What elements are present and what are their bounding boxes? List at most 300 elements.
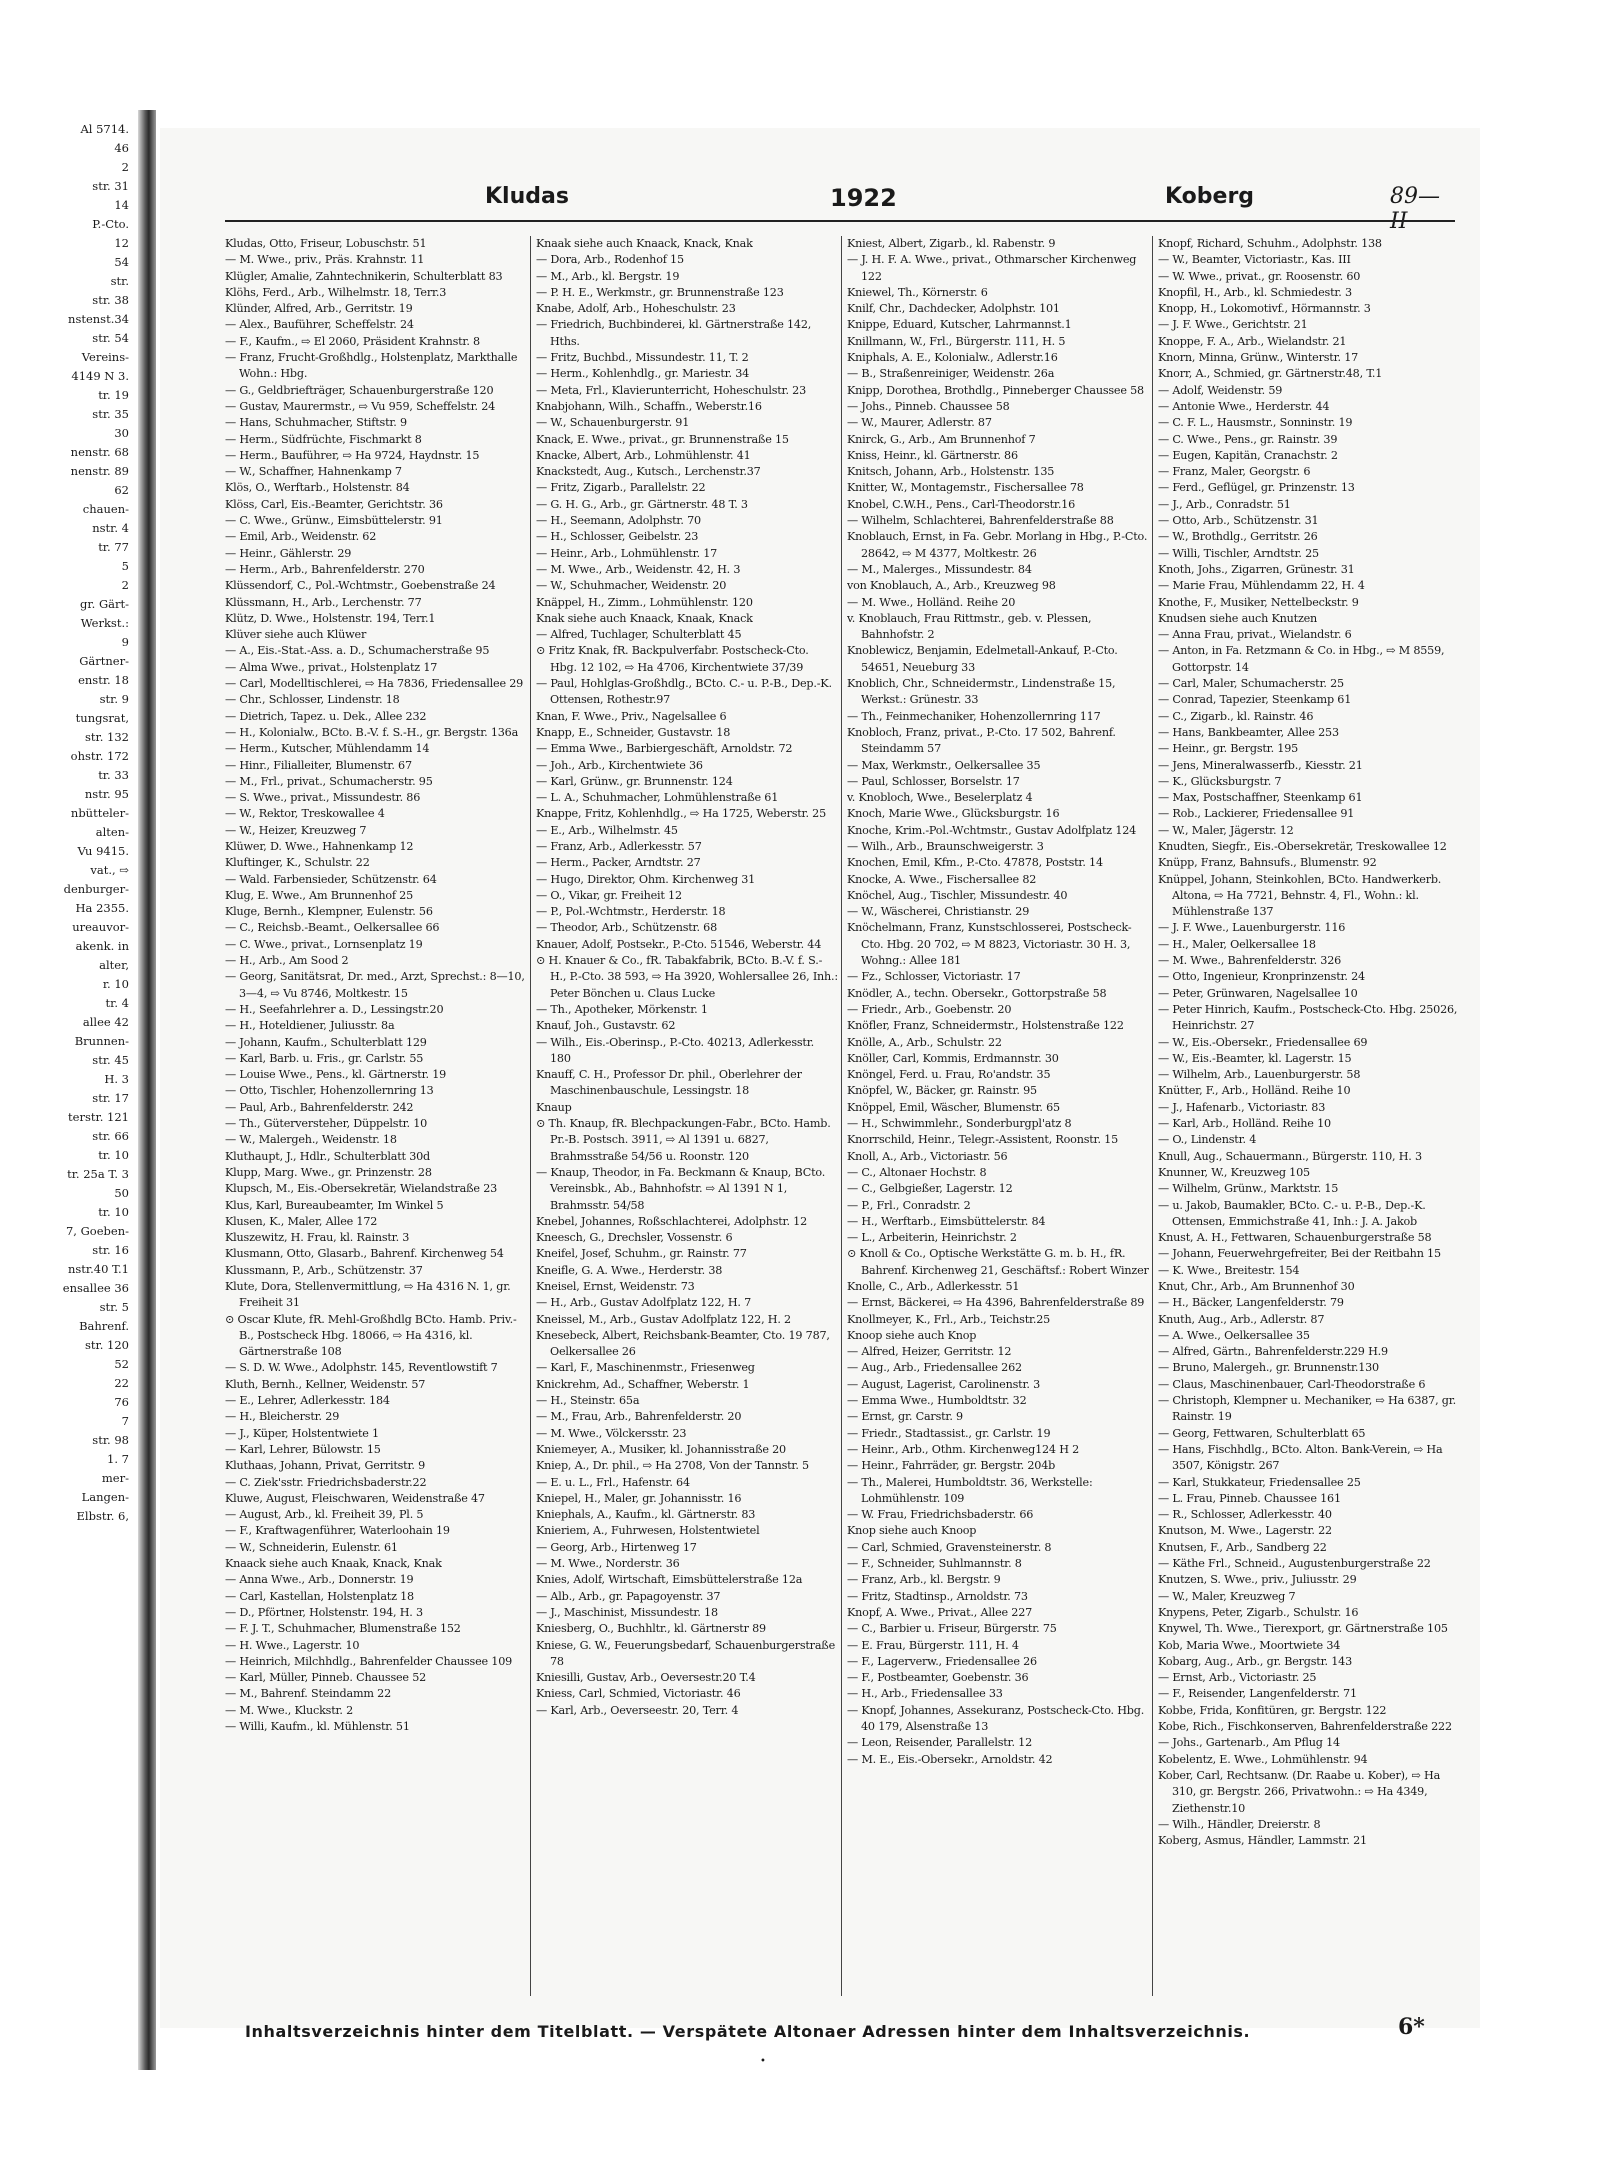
directory-entry: — A. Wwe., Oelkersallee 35 [1158, 1328, 1310, 1342]
directory-entry: Kniewel, Th., Körnerstr. 6 [847, 285, 988, 299]
directory-entry: — Heinr., Arb., Othm. Kirchenweg124 H 2 [847, 1442, 1080, 1456]
gutter-line: nstr. 95 [84, 787, 129, 801]
directory-entry: — Conrad, Tapezier, Steenkamp 61 [1158, 693, 1352, 707]
directory-entry: — Knopf, Johannes, Assekuranz, Postscheck-Cto. Hbg. 40 179, Alsenstraße 13 [847, 1703, 1145, 1734]
gutter-line: str. 45 [92, 1053, 129, 1067]
directory-entry: — B., Straßenreiniger, Weidenstr. 26a [847, 367, 1055, 381]
directory-entry: Klug, E. Wwe., Am Brunnenhof 25 [225, 888, 413, 902]
directory-entry: — Herm., Kutscher, Mühlendamm 14 [225, 742, 430, 756]
gutter-line: tr. 25a T. 3 [67, 1167, 129, 1181]
directory-entry: Knobloch, Franz, privat., P.-Cto. 17 502, Bahrenf. Steindamm 57 [847, 725, 1116, 756]
gutter-line: mer- [101, 1471, 129, 1485]
directory-entry: v. Knobloch, Wwe., Beselerplatz 4 [847, 791, 1033, 805]
directory-entry: — Friedr., Stadtassist., gr. Carlstr. 19 [847, 1426, 1051, 1440]
gutter-line: 1. 7 [107, 1452, 129, 1466]
directory-entry: — W., Schauenburgerstr. 91 [536, 416, 690, 430]
gutter-line: akenk. in [75, 939, 129, 953]
directory-entry: — H. Wwe., Lagerstr. 10 [225, 1638, 360, 1652]
directory-entry: — Jens, Mineralwasserfb., Kiesstr. 21 [1158, 758, 1363, 772]
gutter-line: alten- [95, 825, 129, 839]
directory-entry: — H., Schwimmlehr., Sonderburgpl'atz 8 [847, 1117, 1072, 1131]
gutter-line: tr. 77 [98, 540, 129, 554]
gutter-line: str. 31 [92, 179, 129, 193]
directory-entry: — Dietrich, Tapez. u. Dek., Allee 232 [225, 709, 427, 723]
directory-entry: — R., Schlosser, Adlerkesstr. 40 [1158, 1508, 1332, 1522]
gutter-line: terstr. 121 [68, 1110, 129, 1124]
directory-entry: Knauer, Adolf, Postsekr., P.-Cto. 51546, Weberstr. 44 [536, 937, 822, 951]
directory-entry: Klös, O., Werftarb., Holstenstr. 84 [225, 481, 410, 495]
directory-entry: Knauff, C. H., Professor Dr. phil., Oberlehrer der Maschinenbauschule, Lessingstr. 18 [536, 1068, 802, 1098]
gutter-line: Vereins- [81, 350, 129, 364]
directory-entry: — W., Eis.-Beamter, kl. Lagerstr. 15 [1158, 1051, 1352, 1065]
directory-entry: Kniep, A., Dr. phil., ⇨ Ha 2708, Von der Tannstr. 5 [536, 1459, 809, 1473]
directory-entry: Kniese, G. W., Feuerungsbedarf, Schauenburgerstraße 78 [536, 1638, 835, 1668]
directory-entry: — Franz, Frucht-Großhdlg., Holstenplatz, Markthalle Wohn.: Hbg. [225, 351, 518, 381]
gutter-line: str. 9 [99, 692, 129, 706]
directory-entry: — H., Werftarb., Eimsbüttelerstr. 84 [847, 1214, 1046, 1228]
directory-entry: — Karl, Grünw., gr. Brunnenstr. 124 [536, 774, 733, 788]
gutter-line: 46 [114, 141, 129, 155]
directory-entry: ⊙ Knoll & Co., Optische Werkstätte G. m. b. H., fR. Bahrenf. Kirchenweg 21, Geschäftsf.: Robert Winzer [847, 1247, 1149, 1277]
directory-entry: — Peter, Grünwaren, Nagelsallee 10 [1158, 986, 1358, 1000]
directory-entry: — Dora, Arb., Rodenhof 15 [536, 253, 684, 267]
directory-entry: Kludas, Otto, Friseur, Lobuschstr. 51 [225, 237, 427, 250]
directory-entry: — O., Lindenstr. 4 [1158, 1133, 1257, 1147]
directory-entry: — C., Zigarb., kl. Rainstr. 46 [1158, 709, 1314, 723]
directory-entry: Knaup [536, 1100, 572, 1114]
directory-entry: Knorrschild, Heinr., Telegr.-Assistent, Roonstr. 15 [847, 1133, 1119, 1147]
directory-entry: — E. u. L., Frl., Hafenstr. 64 [536, 1475, 690, 1489]
directory-entry: — Willi, Tischler, Arndtstr. 25 [1158, 546, 1319, 560]
directory-entry: — Wilhelm, Schlachterei, Bahrenfelderstraße 88 [847, 514, 1114, 528]
directory-entry: ⊙ Oscar Klute, fR. Mehl-Großhdlg BCto. Hamb. Priv.-B., Postscheck Hbg. 18066, ⇨ Ha 4316, kl. Gärtnerstraße 108 [225, 1312, 517, 1359]
directory-entry: — Alfred, Tuchlager, Schulterblatt 45 [536, 628, 742, 642]
gutter-line: Langen- [81, 1490, 129, 1504]
directory-entry: — H., Arb., Gustav Adolfplatz 122, H. 7 [536, 1296, 752, 1310]
directory-entry: Knopp, H., Lokomotivf., Hörmannstr. 3 [1158, 302, 1371, 316]
directory-entry: ⊙ H. Knauer & Co., fR. Tabakfabrik, BCto. B.-V. f. S.-H., P.-Cto. 38 593, ⇨ Ha 3920, Wohlersallee 26, Inh.: Peter Bönchen u. Claus Lucke [536, 954, 838, 1000]
directory-entry: — C., Altonaer Hochstr. 8 [847, 1165, 987, 1179]
directory-entry: — M. Wwe., Holländ. Reihe 20 [847, 595, 1016, 609]
gutter-line: Vu 9415. [77, 844, 129, 858]
directory-entry: Knitsch, Johann, Arb., Holstenstr. 135 [847, 465, 1055, 479]
directory-entry: — Paul, Hohlglas-Großhdlg., BCto. C.- u. P.-B., Dep.-K. Ottensen, Rothestr.97 [536, 677, 832, 707]
directory-entry: — H., Schlosser, Geibelstr. 23 [536, 530, 699, 544]
directory-entry: — H., Bäcker, Langenfelderstr. 79 [1158, 1296, 1344, 1310]
gutter-line: tr. 33 [98, 768, 129, 782]
directory-entry: — Otto, Arb., Schützenstr. 31 [1158, 514, 1319, 528]
gutter-line: str. 5 [99, 1300, 129, 1314]
directory-entry: Knütter, F., Arb., Holländ. Reihe 10 [1158, 1084, 1351, 1098]
directory-entry: Knut, Chr., Arb., Am Brunnenhof 30 [1158, 1280, 1355, 1293]
directory-entry: Klöss, Carl, Eis.-Beamter, Gerichtstr. 36 [225, 497, 443, 511]
directory-entry: Knorn, Minna, Grünw., Winterstr. 17 [1158, 351, 1359, 365]
directory-entry: — J. F. Wwe., Lauenburgerstr. 116 [1158, 921, 1346, 935]
directory-entry: — Karl, Arb., Holländ. Reihe 10 [1158, 1117, 1331, 1131]
directory-entry: Knöller, Carl, Kommis, Erdmannstr. 30 [847, 1051, 1059, 1065]
gutter-line: tr. 10 [98, 1148, 129, 1162]
gutter-line: Elbstr. 6, [76, 1509, 129, 1523]
directory-entry: — H., Arb., Friedensallee 33 [847, 1687, 1003, 1701]
gutter-line: 5 [121, 559, 129, 573]
gutter-line: str. 17 [92, 1091, 129, 1105]
directory-entry: ⊙ Fritz Knak, fR. Backpulverfabr. Postscheck-Cto. Hbg. 12 102, ⇨ Ha 4706, Kirchentwiete 37/39 [536, 644, 809, 674]
directory-entry: — W., Brothdlg., Gerritstr. 26 [1158, 530, 1318, 544]
directory-entry: — Willi, Kaufm., kl. Mühlenstr. 51 [225, 1720, 410, 1734]
directory-entry: — J., Hafenarb., Victoriastr. 83 [1158, 1100, 1326, 1114]
directory-entry: Klütz, D. Wwe., Holstenstr. 194, Terr.1 [225, 611, 436, 625]
directory-entry: Knoop siehe auch Knop [847, 1328, 977, 1342]
directory-entry: Koberg, Asmus, Händler, Lammstr. 21 [1158, 1834, 1367, 1848]
header-rule [225, 220, 1455, 222]
directory-entry: — Herm., Packer, Arndtstr. 27 [536, 856, 701, 870]
directory-entry: Kluth, Bernh., Kellner, Weidenstr. 57 [225, 1377, 426, 1391]
directory-entry: Klute, Dora, Stellenvermittlung, ⇨ Ha 4316 N. 1, gr. Freiheit 31 [225, 1280, 511, 1310]
directory-entry: — W., Heizer, Kreuzweg 7 [225, 823, 367, 837]
directory-entry: — Franz, Maler, Georgstr. 6 [1158, 465, 1311, 479]
directory-entry: Knywel, Th. Wwe., Tierexport, gr. Gärtnerstraße 105 [1158, 1622, 1448, 1636]
directory-entry: — Emma Wwe., Humboldtstr. 32 [847, 1394, 1027, 1408]
directory-entry: Knacke, Albert, Arb., Lohmühlenstr. 41 [536, 448, 751, 462]
gutter-line: ureauvor- [72, 920, 129, 934]
directory-entry: — Max, Werkmstr., Oelkersallee 35 [847, 758, 1041, 772]
directory-entry: — Peter Hinrich, Kaufm., Postscheck-Cto. Hbg. 25026, Heinrichstr. 27 [1158, 1002, 1458, 1033]
gutter-line: tr. 19 [98, 388, 129, 402]
directory-entry: — Johs., Gartenarb., Am Pflug 14 [1158, 1736, 1340, 1750]
gutter-line: nbütteler- [70, 806, 129, 820]
directory-entry: — Ernst, Bäckerei, ⇨ Ha 4396, Bahrenfelderstraße 89 [847, 1296, 1145, 1310]
directory-entry: Knypens, Peter, Zigarb., Schulstr. 16 [1158, 1605, 1359, 1619]
directory-entry: Kobe, Rich., Fischkonserven, Bahrenfelderstraße 222 [1158, 1720, 1452, 1734]
directory-entry: — D., Pförtner, Holstenstr. 194, H. 3 [225, 1605, 423, 1619]
gutter-line: vat., ⇨ [90, 863, 129, 877]
directory-entry: — Georg, Arb., Hirtenweg 17 [536, 1540, 697, 1554]
directory-entry: — Wilhelm, Grünw., Marktstr. 15 [1158, 1182, 1339, 1196]
gutter-line: str. 98 [92, 1433, 129, 1447]
directory-entry: Klüwer, D. Wwe., Hahnenkamp 12 [225, 839, 414, 853]
directory-entry: Knunner, W., Kreuzweg 105 [1158, 1165, 1310, 1179]
directory-entry: — M., Frl., privat., Schumacherstr. 95 [225, 774, 433, 788]
directory-entry: — F., Reisender, Langenfelderstr. 71 [1158, 1687, 1357, 1701]
directory-entry: — W., Maler, Kreuzweg 7 [1158, 1589, 1296, 1603]
directory-entry: Kniesberg, O., Buchhltr., kl. Gärtnerstr 89 [536, 1622, 766, 1636]
directory-entry: — Hans, Schuhmacher, Stiftstr. 9 [225, 416, 407, 430]
directory-entry: Klünder, Alfred, Arb., Gerritstr. 19 [225, 302, 413, 316]
directory-entry: — W., Maurer, Adlerstr. 87 [847, 416, 992, 430]
directory-entry: — Carl, Schmied, Gravensteinerstr. 8 [847, 1540, 1052, 1554]
directory-entry: — H., Arb., Am Sood 2 [225, 954, 349, 968]
directory-entry: Knipp, Dorothea, Brothdlg., Pinneberger Chaussee 58 [847, 383, 1144, 397]
directory-entry: Knölle, A., Arb., Schulstr. 22 [847, 1035, 1002, 1049]
directory-entry: — W., Malergeh., Weidenstr. 18 [225, 1133, 397, 1147]
directory-entry: — Fritz, Stadtinsp., Arnoldstr. 73 [847, 1589, 1028, 1603]
directory-entry: — Alma Wwe., privat., Holstenplatz 17 [225, 660, 438, 674]
gutter-line: Gärtner- [79, 654, 129, 668]
directory-entry: — Emil, Arb., Weidenstr. 62 [225, 530, 377, 544]
directory-entry: Kniess, Carl, Schmied, Victoriastr. 46 [536, 1687, 741, 1701]
directory-entry: Knack, E. Wwe., privat., gr. Brunnenstraße 15 [536, 432, 789, 446]
directory-entry: — M., Malerges., Missundestr. 84 [847, 562, 1032, 576]
directory-entry: Kob, Maria Wwe., Moortwiete 34 [1158, 1638, 1341, 1652]
directory-entry: — Max, Postschaffner, Steenkamp 61 [1158, 791, 1363, 805]
directory-entry: Knoblich, Chr., Schneidermstr., Lindenstraße 15, Werkst.: Grünestr. 33 [847, 677, 1116, 707]
directory-entry: — E. Frau, Bürgerstr. 111, H. 4 [847, 1638, 1019, 1652]
directory-entry: Knebel, Johannes, Roßschlachterei, Adolphstr. 12 [536, 1214, 807, 1228]
gutter-line: tungsrat, [75, 711, 129, 725]
directory-entry: — F., Kaufm., ⇨ El 2060, Präsident Krahnstr. 8 [225, 334, 480, 348]
directory-entry: Knolle, C., Arb., Adlerkesstr. 51 [847, 1280, 1020, 1293]
directory-entry: — Herm., Südfrüchte, Fischmarkt 8 [225, 432, 422, 446]
gutter-line: enstr. 18 [78, 673, 129, 687]
directory-entry: Knitter, W., Montagemstr., Fischersallee 78 [847, 481, 1084, 495]
directory-entry: Kobbe, Frida, Konfitüren, gr. Bergstr. 122 [1158, 1703, 1387, 1717]
directory-entry: — W., Maler, Jägerstr. 12 [1158, 823, 1294, 837]
directory-entry: Knesebeck, Albert, Reichsbank-Beamter, Cto. 19 787, Oelkersallee 26 [536, 1328, 830, 1359]
directory-entry: — Paul, Schlosser, Borselstr. 17 [847, 774, 1020, 788]
directory-entry: — J. H. F. A. Wwe., privat., Othmarscher Kirchenweg 122 [847, 253, 1137, 283]
directory-entry: Kniemeyer, A., Musiker, kl. Johannisstraße 20 [536, 1442, 786, 1456]
directory-entry: Knoppe, F. A., Arb., Wielandstr. 21 [1158, 334, 1347, 348]
directory-entry: Kluthaupt, J., Hdlr., Schulterblatt 30d [225, 1149, 430, 1163]
directory-entry: — F., Postbeamter, Goebenstr. 36 [847, 1671, 1029, 1685]
directory-entry: — C. Wwe., Grünw., Eimsbüttelerstr. 91 [225, 514, 443, 528]
directory-entry: — W., Rektor, Treskowallee 4 [225, 807, 385, 821]
gutter-line: str. 132 [84, 730, 129, 744]
gutter-line: 54 [114, 255, 129, 269]
directory-entry: Knabjohann, Wilh., Schaffn., Weberstr.16 [536, 399, 762, 413]
directory-entry: — M. E., Eis.-Obersekr., Arnoldstr. 42 [847, 1752, 1053, 1766]
directory-entry: — Karl, Barb. u. Fris., gr. Carlstr. 55 [225, 1051, 424, 1065]
directory-entry: — Karl, Müller, Pinneb. Chaussee 52 [225, 1671, 427, 1685]
directory-entry: Knapp, E., Schneider, Gustavstr. 18 [536, 725, 731, 739]
directory-entry: — Friedrich, Buchbinderei, kl. Gärtnerstraße 142, Hths. [536, 318, 812, 348]
directory-entry: — C., Gelbgießer, Lagerstr. 12 [847, 1182, 1013, 1196]
directory-entry: Knoll, A., Arb., Victoriastr. 56 [847, 1149, 1008, 1163]
directory-entry: — Hinr., Filialleiter, Blumenstr. 67 [225, 758, 412, 772]
gutter-line: 4149 N 3. [71, 369, 129, 383]
directory-entry: Klusen, K., Maler, Allee 172 [225, 1214, 378, 1228]
directory-entry: — Th., Malerei, Humboldtstr. 36, Werkstelle: Lohmühlenstr. 109 [847, 1475, 1093, 1505]
footer-note: Inhaltsverzeichnis hinter dem Titelblatt. — Verspätete Altonaer Adressen hinter dem Inhaltsverzeichnis. [245, 2022, 1251, 2041]
directory-entry: — G. H. G., Arb., gr. Gärtnerstr. 48 T. 3 [536, 497, 748, 511]
gutter-line: 30 [114, 426, 129, 440]
directory-entry: — W., Eis.-Obersekr., Friedensallee 69 [1158, 1035, 1368, 1049]
gutter-line: str. 38 [92, 293, 129, 307]
directory-entry: — Herm., Arb., Bahrenfelderstr. 270 [225, 562, 425, 576]
directory-entry: — Wilh., Eis.-Oberinsp., P.-Cto. 40213, Adlerkesstr. 180 [536, 1035, 814, 1065]
directory-entry: Kneesch, G., Drechsler, Vossenstr. 6 [536, 1231, 733, 1245]
directory-entry: Knull, Aug., Schauermann., Bürgerstr. 110, H. 3 [1158, 1149, 1422, 1163]
directory-entry: — G., Geldbriefträger, Schauenburgerstraße 120 [225, 383, 494, 397]
directory-entry: — Joh., Arb., Kirchentwiete 36 [536, 758, 703, 772]
directory-entry: Klupp, Marg. Wwe., gr. Prinzenstr. 28 [225, 1165, 432, 1179]
directory-entry: — Th., Apotheker, Mörkenstr. 1 [536, 1002, 708, 1016]
directory-entry: — Th., Feinmechaniker, Hohenzollernring 117 [847, 709, 1101, 723]
directory-entry: Knoche, Krim.-Pol.-Wchtmstr., Gustav Adolfplatz 124 [847, 823, 1137, 837]
column-divider [841, 236, 842, 1996]
directory-entry: — Käthe Frl., Schneid., Augustenburgerstraße 22 [1158, 1557, 1431, 1571]
directory-entry: — Wilhelm, Arb., Lauenburgerstr. 58 [1158, 1068, 1361, 1082]
directory-entry: Knoblauch, Ernst, in Fa. Gebr. Morlang in Hbg., P.-Cto. 28642, ⇨ M 4377, Moltkestr. 26 [847, 530, 1148, 560]
directory-entry: — Gustav, Maurermstr., ⇨ Vu 959, Scheffelstr. 24 [225, 399, 496, 413]
directory-entry: Knuth, Aug., Arb., Adlerstr. 87 [1158, 1312, 1325, 1326]
directory-entry: — Otto, Tischler, Hohenzollernring 13 [225, 1084, 434, 1098]
directory-entry: — Franz, Arb., kl. Bergstr. 9 [847, 1573, 1001, 1587]
directory-entry: — Wilh., Händler, Dreierstr. 8 [1158, 1817, 1321, 1831]
directory-entry: — H., Maler, Oelkersallee 18 [1158, 937, 1316, 951]
directory-entry: — Heinr., Fahrräder, gr. Bergstr. 204b [847, 1459, 1056, 1473]
directory-entry: — Marie Frau, Mühlendamm 22, H. 4 [1158, 579, 1365, 593]
gutter-line: nstenst.34 [68, 312, 129, 326]
gutter-line: Werkst.: [80, 616, 129, 630]
directory-entry: Kneisel, Ernst, Weidenstr. 73 [536, 1280, 695, 1293]
directory-entry: Knippe, Eduard, Kutscher, Lahrmannst.1 [847, 318, 1072, 332]
directory-entry: Knilf, Chr., Dachdecker, Adolphstr. 101 [847, 302, 1060, 316]
directory-entry: Kober, Carl, Rechtsanw. (Dr. Raabe u. Kober), ⇨ Ha 310, gr. Bergstr. 266, Privatwohn.: ⇨ Ha 4349, Ziethenstr.10 [1158, 1768, 1441, 1815]
gutter-line: Al 5714. [80, 122, 129, 136]
directory-entry: — P. H. E., Werkmstr., gr. Brunnenstraße 123 [536, 285, 784, 299]
gutter-line: allee 42 [82, 1015, 129, 1029]
gutter-line: 2 [121, 160, 129, 174]
gutter-line: nenstr. 68 [70, 445, 129, 459]
directory-entry: — Hugo, Direktor, Ohm. Kirchenweg 31 [536, 872, 756, 886]
gutter-line: 12 [114, 236, 129, 250]
directory-entry: von Knoblauch, A., Arb., Kreuzweg 98 [847, 579, 1056, 593]
page-number: 89—II [1390, 184, 1440, 234]
directory-entry: — Georg, Sanitätsrat, Dr. med., Arzt, Sprechst.: 8—10, 3—4, ⇨ Vu 8746, Moltkestr. 15 [225, 970, 525, 1000]
column-divider [1152, 236, 1153, 1996]
directory-entry: — Theodor, Arb., Schützenstr. 68 [536, 921, 718, 935]
directory-entry: Kniss, Heinr., kl. Gärtnerstr. 86 [847, 448, 1018, 462]
directory-entry: Knak siehe auch Knaack, Knaak, Knack [536, 611, 753, 625]
gutter-line: alter, [99, 958, 129, 972]
directory-column-1 [225, 236, 527, 1996]
gutter-line: str. 35 [92, 407, 129, 421]
directory-entry: — Franz, Arb., Adlerkesstr. 57 [536, 839, 702, 853]
directory-entry: — Wilh., Arb., Braunschweigerstr. 3 [847, 839, 1044, 853]
directory-entry: Klusmann, Otto, Glasarb., Bahrenf. Kirchenweg 54 [225, 1247, 504, 1261]
directory-entry: — Anna Frau, privat., Wielandstr. 6 [1158, 628, 1352, 642]
directory-entry: — Georg, Fettwaren, Schulterblatt 65 [1158, 1426, 1366, 1440]
gutter-line: tr. 4 [105, 996, 129, 1010]
directory-entry: — Heinr., Arb., Lohmühlenstr. 17 [536, 546, 718, 560]
directory-entry: — Claus, Maschinenbauer, Carl-Theodorstraße 6 [1158, 1377, 1426, 1391]
directory-entry: — J., Maschinist, Missundestr. 18 [536, 1605, 718, 1619]
directory-entry: Knutsen, F., Arb., Sandberg 22 [1158, 1540, 1327, 1554]
directory-entry: Kniphals, A. E., Kolonialw., Adlerstr.16 [847, 351, 1058, 365]
header-left-keyword: Kludas [485, 184, 569, 209]
directory-entry: — C. Wwe., privat., Lornsenplatz 19 [225, 937, 423, 951]
directory-entry: — K., Glücksburgstr. 7 [1158, 774, 1282, 788]
directory-entry: — C. Wwe., Pens., gr. Rainstr. 39 [1158, 432, 1338, 446]
directory-entry: Knäppel, H., Zimm., Lohmühlenstr. 120 [536, 595, 753, 609]
gutter-line: ohstr. 172 [70, 749, 129, 763]
directory-entry: — C. F. L., Hausmstr., Sonninstr. 19 [1158, 416, 1353, 430]
directory-entry: Knirck, G., Arb., Am Brunnenhof 7 [847, 432, 1036, 446]
directory-entry: Kneifel, Josef, Schuhm., gr. Rainstr. 77 [536, 1247, 747, 1261]
directory-entry: — August, Arb., kl. Freiheit 39, Pl. 5 [225, 1508, 424, 1522]
directory-entry: — Fritz, Zigarb., Parallelstr. 22 [536, 481, 706, 495]
directory-entry: Knoth, Johs., Zigarren, Grünestr. 31 [1158, 562, 1355, 576]
directory-entry: — Herm., Kohlenhdlg., gr. Mariestr. 34 [536, 367, 750, 381]
directory-entry: Kluthaas, Johann, Privat, Gerritstr. 9 [225, 1459, 426, 1473]
directory-entry: — Alfred, Gärtn., Bahrenfelderstr.229 H.9 [1158, 1345, 1388, 1359]
directory-entry: — Chr., Schlosser, Lindenstr. 18 [225, 693, 400, 707]
directory-entry: Klus, Karl, Bureaubeamter, Im Winkel 5 [225, 1198, 444, 1212]
directory-entry: — Eugen, Kapitän, Cranachstr. 2 [1158, 448, 1338, 462]
directory-entry: — E., Lehrer, Adlerkesstr. 184 [225, 1394, 390, 1408]
directory-entry: — Karl, Stukkateur, Friedensallee 25 [1158, 1475, 1361, 1489]
gutter-line: gr. Gärt- [80, 597, 129, 611]
directory-entry: — Hans, Bankbeamter, Allee 253 [1158, 725, 1339, 739]
directory-entry: — H., Kolonialw., BCto. B.-V. f. S.-H., gr. Bergstr. 136a [225, 725, 519, 739]
directory-entry: — Th., Güterversteher, Düppelstr. 10 [225, 1117, 428, 1131]
directory-entry: — Carl, Kastellan, Holstenplatz 18 [225, 1589, 414, 1603]
directory-entry: — S. Wwe., privat., Missundestr. 86 [225, 791, 421, 805]
directory-entry: — Aug., Arb., Friedensallee 262 [847, 1361, 1022, 1375]
gutter-line: denburger- [63, 882, 129, 896]
directory-entry: Knaak siehe auch Knaack, Knack, Knak [536, 237, 753, 250]
directory-entry: Knöppel, Emil, Wäscher, Blumenstr. 65 [847, 1100, 1060, 1114]
directory-entry: — S. D. W. Wwe., Adolphstr. 145, Reventlowstift 7 [225, 1361, 498, 1375]
directory-entry: — Bruno, Malergeh., gr. Brunnenstr.130 [1158, 1361, 1379, 1375]
directory-entry: — M. Wwe., Kluckstr. 2 [225, 1703, 354, 1717]
gutter-line: 76 [114, 1395, 129, 1409]
directory-entry: — C., Barbier u. Friseur, Bürgerstr. 75 [847, 1622, 1057, 1636]
directory-entry: Knust, A. H., Fettwaren, Schauenburgerstraße 58 [1158, 1231, 1432, 1245]
directory-entry: — Heinr., Gählerstr. 29 [225, 546, 352, 560]
directory-entry: Knies, Adolf, Wirtschaft, Eimsbüttelerstraße 12a [536, 1573, 803, 1587]
directory-entry: — Alex., Bauführer, Scheffelstr. 24 [225, 318, 414, 332]
directory-entry: Kniest, Albert, Zigarb., kl. Rabenstr. 9 [847, 237, 1056, 250]
directory-entry: — M. Wwe., Völckersstr. 23 [536, 1426, 687, 1440]
directory-entry: — F., Schneider, Suhlmannstr. 8 [847, 1557, 1022, 1571]
directory-entry: — M. Wwe., Arb., Weidenstr. 42, H. 3 [536, 562, 741, 576]
directory-entry: Klüssmann, H., Arb., Lerchenstr. 77 [225, 595, 422, 609]
directory-entry: — Herm., Bauführer, ⇨ Ha 9724, Haydnstr. 15 [225, 448, 480, 462]
footer-mark: • [760, 2056, 766, 2067]
gutter-line: 7 [121, 1414, 129, 1428]
directory-entry: Kniesilli, Gustav, Arb., Oeversestr.20 T.4 [536, 1671, 756, 1685]
gutter-line: 7, Goeben- [65, 1224, 129, 1238]
directory-entry: — Alfred, Heizer, Gerritstr. 12 [847, 1345, 1012, 1359]
directory-entry: Knackstedt, Aug., Kutsch., Lerchenstr.37 [536, 465, 761, 479]
directory-entry: — Carl, Modelltischlerei, ⇨ Ha 7836, Friedensallee 29 [225, 677, 524, 691]
directory-entry: Knickrehm, Ad., Schaffner, Weberstr. 1 [536, 1377, 750, 1391]
directory-entry: Kniephals, A., Kaufm., kl. Gärtnerstr. 83 [536, 1508, 756, 1522]
gutter-line: 62 [114, 483, 129, 497]
directory-entry: — O., Vikar, gr. Freiheit 12 [536, 888, 682, 902]
directory-entry: — Paul, Arb., Bahrenfelderstr. 242 [225, 1100, 414, 1114]
directory-entry: — Hans, Fischhdlg., BCto. Alton. Bank-Verein, ⇨ Ha 3507, Königstr. 267 [1158, 1442, 1443, 1473]
gutter-line: 50 [114, 1186, 129, 1200]
gutter-line: H. 3 [104, 1072, 129, 1086]
directory-entry: — W., Schaffner, Hahnenkamp 7 [225, 465, 402, 479]
gutter-line: 14 [114, 198, 129, 212]
header-right-keyword: Koberg [1165, 184, 1255, 209]
directory-entry: — F., Lagerverw., Friedensallee 26 [847, 1654, 1037, 1668]
directory-entry: Kluftinger, K., Schulstr. 22 [225, 856, 370, 870]
directory-entry: v. Knoblauch, Frau Rittmstr., geb. v. Plessen, Bahnhofstr. 2 [847, 611, 1092, 642]
directory-entry: Knopf, A. Wwe., Privat., Allee 227 [847, 1605, 1033, 1619]
directory-entry: — Karl, Lehrer, Bülowstr. 15 [225, 1442, 381, 1456]
directory-entry: Knudten, Siegfr., Eis.-Obersekretär, Treskowallee 12 [1158, 839, 1447, 853]
directory-entry: Klupsch, M., Eis.-Obersekretär, Wielandstraße 23 [225, 1182, 498, 1196]
directory-entry: Knoblewicz, Benjamin, Edelmetall-Ankauf, P.-Cto. 54651, Neueburg 33 [847, 644, 1118, 674]
gutter-line: 9 [121, 635, 129, 649]
directory-entry: — Johann, Kaufm., Schulterblatt 129 [225, 1035, 427, 1049]
gutter-line: 2 [121, 578, 129, 592]
